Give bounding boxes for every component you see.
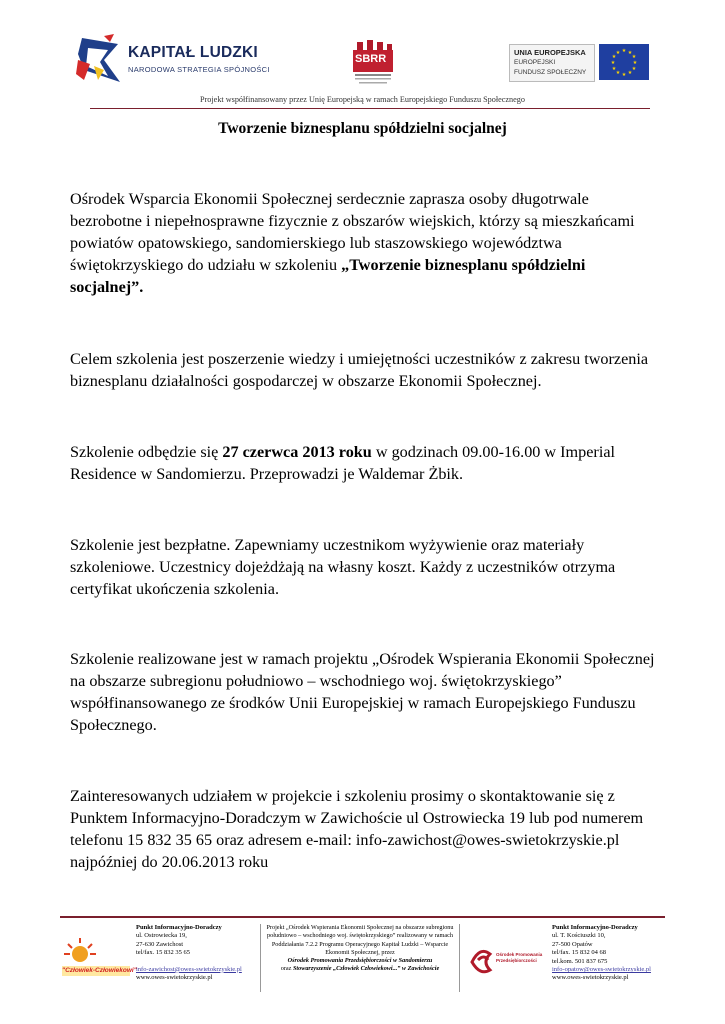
date-intro: Szkolenie odbędzie się (70, 443, 223, 461)
kapital-ludzki-subtitle: NARODOWA STRATEGIA SPÓJNOŚCI (128, 65, 270, 74)
svg-text:★: ★ (615, 70, 621, 76)
page-header (0, 0, 725, 112)
svg-text:★: ★ (611, 66, 617, 72)
footer-project-info (260, 924, 460, 992)
eu-flag-icon (599, 44, 649, 80)
opp-logo-text: Ośrodek Promowania Przedsiębiorczości (496, 952, 543, 963)
eu-text-box (509, 44, 595, 82)
paragraph-cost: Szkolenie jest bezpłatne. Zapewniamy uczestnikom wyżywienie oraz materiały szkoleniowe. Uczestnicy dojeżdżają na własny koszt. Każdy z uczestników otrzyma certyfikat ukończenia szkolenia. (70, 536, 616, 598)
kapital-ludzki-title: KAPITAŁ LUDZKI (128, 44, 258, 61)
paragraph-project: Szkolenie realizowane jest w ramach projektu „Ośrodek Wspierania Ekonomii Społecznej na obszarze subregionu południowo – wschodniego woj. świętokrzyskiego” współfinansowanego ze środków Unii Europejskiej w ramach Europejskiego Funduszu Społecznego. (70, 650, 655, 734)
footer-contact-zawichost (136, 924, 256, 982)
svg-text:★: ★ (627, 70, 633, 76)
header-divider (90, 108, 650, 109)
svg-text:★: ★ (610, 60, 616, 66)
zawichost-phone: tel/fax. 15 832 35 65 (136, 949, 190, 957)
opatow-address: ul. T. Kościuszki 10, (552, 932, 606, 940)
paragraph-date (70, 441, 660, 485)
partner-name: Stowarzyszenie „Człowiek Człowiekowi...” w Zawichoście (292, 965, 440, 973)
opatow-city: 27-500 Opatów (552, 940, 593, 948)
opatow-www[interactable]: www.owes-swietokrzyskie.pl (552, 974, 629, 982)
project-partner-2 (265, 965, 455, 973)
sbrr-logo (349, 40, 397, 90)
svg-text:★: ★ (615, 50, 621, 56)
opatow-mobile: tel.kom. 501 837 675 (552, 957, 608, 965)
eu-logo (509, 44, 649, 82)
paragraph-goal: Celem szkolenia jest poszerzenie wiedzy i umiejętności uczestników z zakresu tworzenia biznesplanu działalności gospodarczej w obszarze Ekonomii Społecznej. (70, 350, 649, 390)
svg-text:★: ★ (631, 66, 637, 72)
invitation-text: Ośrodek Wsparcia Ekonomii Społecznej serdecznie zaprasza osoby długotrwale bezrobotne i niepełnosprawne fizycznie z obszarów wiejskich, którzy są mieszkańcami powiatów opatowskiego, sandomierskiego lub staszowskiego województwa świętokrzyskiego do udziału w szkoleniu (70, 190, 635, 274)
eu-line3: FUNDUSZ SPOŁECZNY (514, 69, 587, 76)
czlowiek-czlowiekowi-logo (60, 934, 137, 984)
paragraph-contact: Zainteresowanych udziałem w projekcie i szkoleniu prosimy o skontaktowanie się z Punktem Informacyjno-Doradczym w Zawichoście ul Ostrowiecka 19 lub pod numerem telefonu 15 832 35 65 oraz adresem e-mail: info-zawichost@owes-swietokrzyskie.pl najpóźniej do 20.06.2013 roku (70, 787, 644, 871)
opatow-email-link[interactable]: info-opatow@owes-swietokrzyskie.pl (552, 966, 651, 974)
document-title: Tworzenie biznesplanu spółdzielni socjalnej (218, 120, 507, 137)
footer-divider (60, 916, 665, 918)
svg-text:★: ★ (611, 54, 617, 60)
project-partner-1: Ośrodek Promowania Przedsiębiorczości w Sandomierzu (287, 957, 433, 965)
partner-conjunction: oraz (280, 965, 293, 973)
svg-text:★: ★ (632, 60, 638, 66)
training-name: „Tworzenie biznesplanu spółdzielni socjalnej”. (70, 256, 586, 296)
project-description: Projekt „Ośrodek Wspierania Ekonomii Społecznej na obszarze subregionu południowo – wschodniego woj. świętokrzyskiego” realizowany w ramach Poddziałania 7.2.2 Programu Operacyjnego Kapitał Ludzki – Wsparcie Ekonomii Społecznej, przez (266, 924, 454, 956)
zawichost-www[interactable]: www.owes-swietokrzyskie.pl (136, 974, 213, 982)
opatow-heading: Punkt Informacyjno-Doradczy (552, 924, 638, 931)
zawichost-city: 27-630 Zawichost (136, 940, 184, 948)
paragraph-invitation (70, 188, 660, 298)
kapital-ludzki-star-icon (74, 30, 124, 90)
footer-contact-opatow (552, 924, 667, 983)
date-details: w godzinach 09.00-16.00 w Imperial Residence w Sandomierzu. Przeprowadzi je Waldemar Żbik. (70, 443, 615, 483)
svg-text:★: ★ (627, 50, 633, 56)
svg-text:★: ★ (621, 48, 627, 54)
opatow-phone: tel/fax. 15 832 04 68 (552, 949, 606, 957)
zawichost-address: ul. Ostrowiecka 19, (136, 932, 187, 940)
page-footer (60, 922, 665, 992)
czlowiek-sun-icon (60, 934, 132, 984)
training-date: 27 czerwca 2013 roku (222, 443, 372, 461)
kapital-ludzki-logo (74, 30, 274, 90)
svg-text:★: ★ (621, 72, 627, 78)
eu-line1: UNIA EUROPEJSKA (514, 48, 586, 57)
svg-text:★: ★ (631, 54, 637, 60)
sbrr-label: SBRR (355, 53, 387, 65)
header-caption: Projekt współfinansowany przez Unię Europejską w ramach Europejskiego Funduszu Społecznego (200, 95, 525, 104)
czlowiek-logo-text: "Człowiek-Człowiekowi" (62, 967, 137, 974)
opp-logo (468, 940, 548, 980)
zawichost-email-link[interactable]: info-zawichost@owes-swietokrzyskie.pl (136, 965, 242, 973)
eu-line2: EUROPEJSKI (514, 59, 556, 66)
zawichost-heading: Punkt Informacyjno-Doradczy (136, 924, 222, 931)
sbrr-emblem-icon (349, 40, 397, 90)
